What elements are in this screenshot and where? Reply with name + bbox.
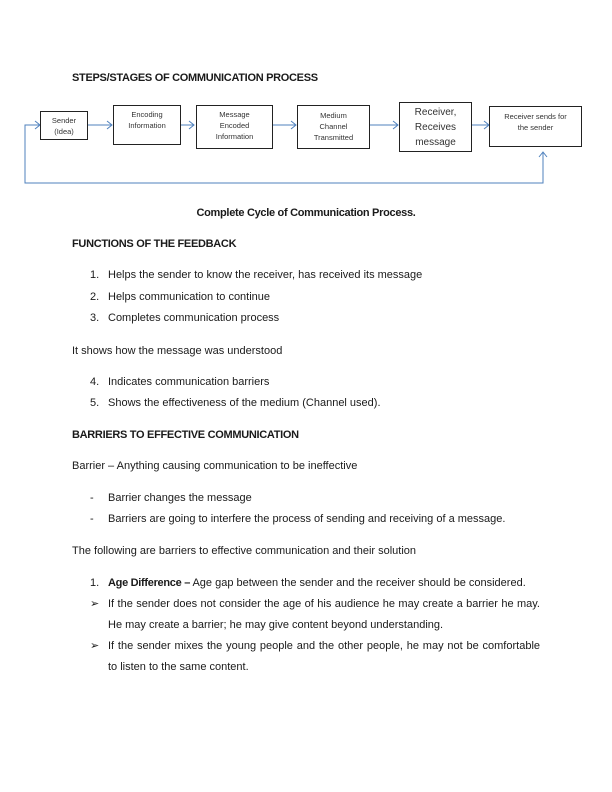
- node-receiver-sends: Receiver sends for the sender: [489, 106, 582, 147]
- arrow-bullet-icon: ➢: [90, 598, 100, 610]
- barrier-list: [90, 573, 540, 678]
- feedback-item: 1. Helps the sender to know the receiver, has received its message: [90, 269, 423, 281]
- barrier-name: Age Difference –: [108, 577, 191, 589]
- barriers-heading: BARRIERS TO EFFECTIVE COMMUNICATION: [72, 429, 299, 441]
- node-medium: Medium Channel Transmitted: [297, 105, 370, 149]
- feedback-item: 2. Helps communication to continue: [90, 291, 271, 303]
- feedback-item: 4. Indicates communication barriers: [90, 376, 270, 388]
- flow-connectors: [0, 0, 612, 200]
- barrier-arrow-item: ➢ If the sender does not consider the age of his audience he may create a barrier he may. He may create a barrier; he may give content beyond understanding.: [90, 594, 540, 636]
- arrow-bullet-icon: ➢: [90, 640, 100, 652]
- feedback-item: 5. Shows the effectiveness of the medium (Channel used).: [90, 397, 381, 409]
- barrier-dash-item: - Barrier changes the message: [90, 492, 252, 504]
- barrier-numbered-item: 1. Age Difference – Age gap between the sender and the receiver should be considered.: [90, 577, 526, 589]
- barrier-definition: Barrier – Anything causing communication to be ineffective: [72, 460, 358, 472]
- diagram-caption: Complete Cycle of Communication Process.: [196, 207, 416, 219]
- diagram-title: STEPS/STAGES OF COMMUNICATION PROCESS: [72, 72, 318, 84]
- node-receiver: Receiver, Receives message: [399, 102, 472, 152]
- feedback-heading: FUNCTIONS OF THE FEEDBACK: [72, 238, 237, 250]
- feedback-item: 3. Completes communication process: [90, 312, 280, 324]
- node-message-encoded: Message Encoded Information: [196, 105, 273, 149]
- barriers-intro: The following are barriers to effective communication and their solution: [72, 545, 417, 557]
- node-sender: Sender (Idea): [40, 111, 88, 140]
- node-encoding: Encoding Information: [113, 105, 181, 145]
- feedback-note: It shows how the message was understood: [72, 345, 283, 357]
- barrier-dash-item: - Barriers are going to interfere the process of sending and receiving of a message.: [90, 513, 506, 525]
- barrier-arrow-item: ➢ If the sender mixes the young people and the other people, he may not be comfortable to listen to the same content.: [90, 636, 540, 678]
